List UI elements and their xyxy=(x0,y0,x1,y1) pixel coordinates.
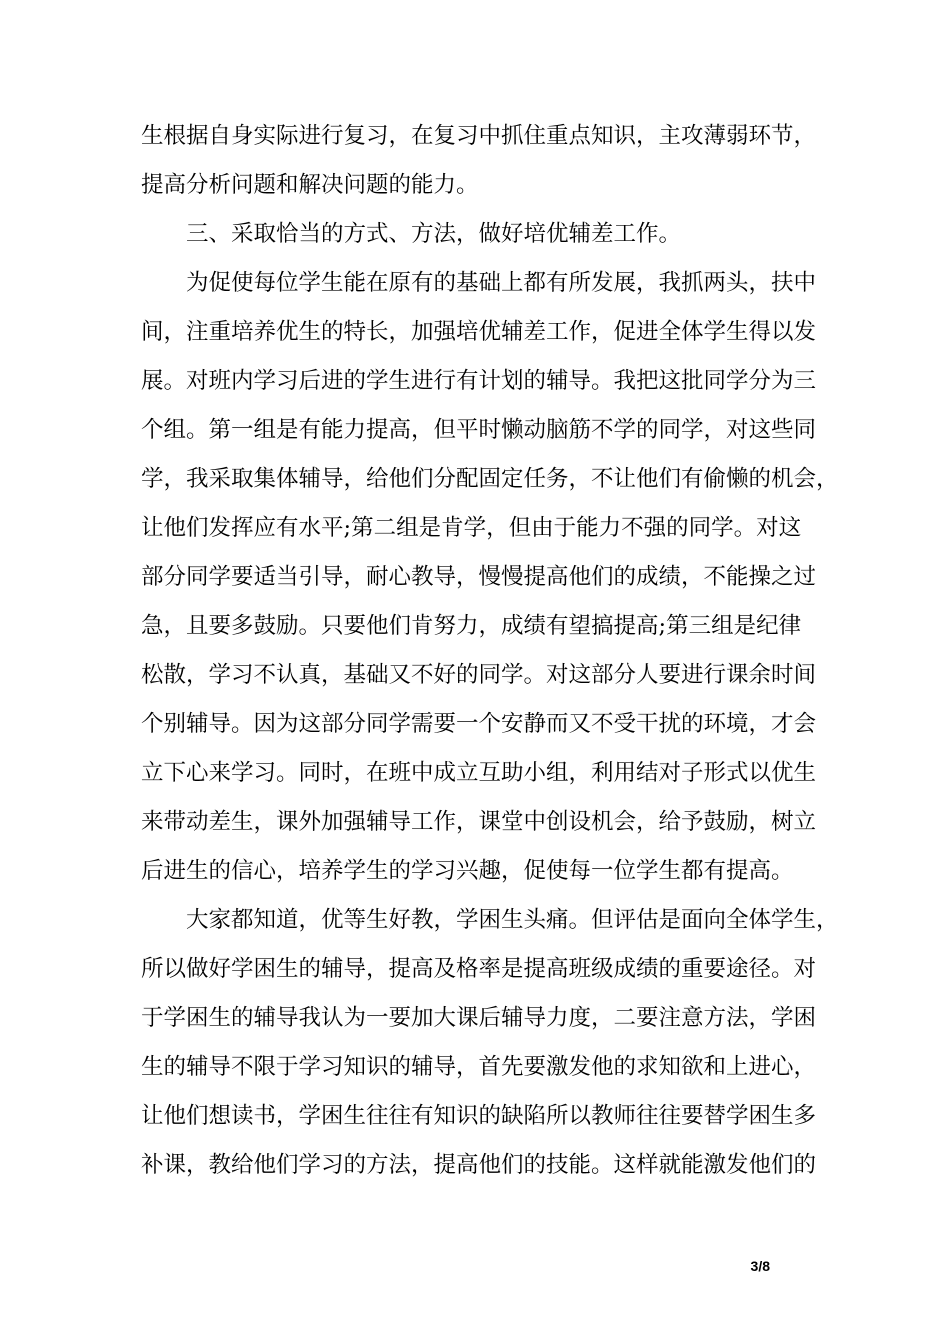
document-body xyxy=(141,112,839,1190)
text-line: 急，且要多鼓励。只要他们肯努力，成绩有望搞提高;第三组是纪律 xyxy=(141,613,802,639)
text-line: 让他们发挥应有水平;第二组是肯学，但由于能力不强的同学。对这 xyxy=(141,515,802,541)
text-line: 学，我采取集体辅导，给他们分配固定任务，不让他们有偷懒的机会， xyxy=(141,466,839,492)
text-line: 展。对班内学习后进的学生进行有计划的辅导。我把这批同学分为三 xyxy=(141,368,817,394)
text-line: 提高分析问题和解决问题的能力。 xyxy=(141,172,479,198)
text-line: 来带动差生，课外加强辅导工作，课堂中创设机会，给予鼓励，树立 xyxy=(141,809,817,835)
text-line: 三、采取恰当的方式、方法，做好培优辅差工作。 xyxy=(186,221,682,247)
text-line: 部分同学要适当引导，耐心教导，慢慢提高他们的成绩，不能操之过 xyxy=(141,564,817,590)
text-line: 间，注重培养优生的特长，加强培优辅差工作，促进全体学生得以发 xyxy=(141,319,817,345)
text-line: 个组。第一组是有能力提高，但平时懒动脑筋不学的同学，对这些同 xyxy=(141,417,817,443)
text-line: 个别辅导。因为这部分同学需要一个安静而又不受干扰的环境，才会 xyxy=(141,711,817,737)
text-line: 松散，学习不认真，基础又不好的同学。对这部分人要进行课余时间 xyxy=(141,662,817,688)
text-line: 生的辅导不限于学习知识的辅导，首先要激发他的求知欲和上进心， xyxy=(141,1054,817,1080)
page-number: 3/8 xyxy=(750,1258,770,1274)
text-line: 大家都知道，优等生好教，学困生头痛。但评估是面向全体学生， xyxy=(186,907,839,933)
text-line: 为促使每位学生能在原有的基础上都有所发展，我抓两头，扶中 xyxy=(186,270,817,296)
text-line: 于学困生的辅导我认为一要加大课后辅导力度，二要注意方法，学困 xyxy=(141,1005,817,1031)
text-line: 生根据自身实际进行复习，在复习中抓住重点知识，主攻薄弱环节， xyxy=(141,123,817,149)
text-line: 立下心来学习。同时，在班中成立互助小组，利用结对子形式以优生 xyxy=(141,760,817,786)
text-line: 让他们想读书，学困生往往有知识的缺陷所以教师往往要替学困生多 xyxy=(141,1103,817,1129)
text-line: 所以做好学困生的辅导，提高及格率是提高班级成绩的重要途径。对 xyxy=(141,956,817,982)
text-line: 后进生的信心，培养学生的学习兴趣，促使每一位学生都有提高。 xyxy=(141,858,794,884)
text-line: 补课，教给他们学习的方法，提高他们的技能。这样就能激发他们的 xyxy=(141,1152,817,1178)
